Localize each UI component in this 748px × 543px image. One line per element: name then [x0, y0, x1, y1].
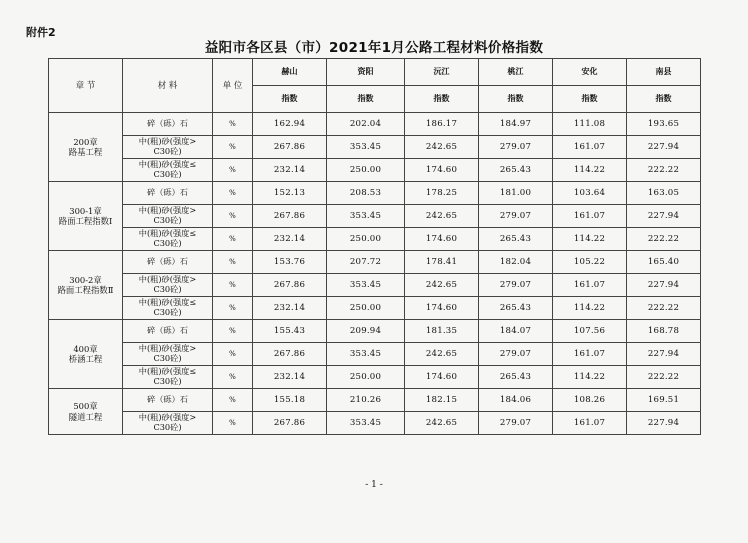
index-value-cell: 169.51 — [627, 389, 701, 412]
index-value-cell: 114.22 — [553, 297, 627, 320]
index-value-cell: 242.65 — [405, 343, 479, 366]
index-value-cell: 353.45 — [327, 205, 405, 228]
index-value-cell: 108.26 — [553, 389, 627, 412]
chapter-cell — [49, 389, 123, 435]
chapter-line: 路面工程指数Ⅱ — [57, 285, 114, 295]
index-value-cell: 279.07 — [479, 205, 553, 228]
index-value-cell: 267.86 — [253, 343, 327, 366]
chapter-line: 200章 — [73, 136, 98, 147]
index-value-cell: 184.97 — [479, 113, 553, 136]
index-value-cell: 250.00 — [327, 366, 405, 389]
index-value-cell: 267.86 — [253, 412, 327, 435]
index-value-cell: 210.26 — [327, 389, 405, 412]
material-cell — [123, 389, 213, 412]
index-value-cell: 242.65 — [405, 412, 479, 435]
table-row — [49, 297, 701, 320]
index-value-cell: 279.07 — [479, 412, 553, 435]
index-value-cell: 265.43 — [479, 366, 553, 389]
index-value-cell: 182.04 — [479, 251, 553, 274]
chapter-line: 500章 — [73, 401, 98, 412]
index-value-cell: 207.72 — [327, 251, 405, 274]
index-value-cell: 111.08 — [553, 113, 627, 136]
unit-cell: % — [213, 297, 253, 320]
table-row — [49, 228, 701, 251]
material-cell — [123, 251, 213, 274]
material-line: 碎（砾）石 — [147, 256, 188, 267]
table-row — [49, 136, 701, 159]
index-value-cell: 178.25 — [405, 182, 479, 205]
index-value-cell: 242.65 — [405, 136, 479, 159]
header-index: 指数 — [253, 86, 327, 113]
unit-cell: % — [213, 182, 253, 205]
index-value-cell: 152.13 — [253, 182, 327, 205]
index-value-cell: 227.94 — [627, 412, 701, 435]
material-line: C30砼) — [153, 353, 182, 363]
index-value-cell: 186.17 — [405, 113, 479, 136]
table-row — [49, 389, 701, 412]
unit-cell: % — [213, 136, 253, 159]
index-value-cell: 114.22 — [553, 366, 627, 389]
header-index: 指数 — [405, 86, 479, 113]
index-value-cell: 232.14 — [253, 228, 327, 251]
index-value-cell: 153.76 — [253, 251, 327, 274]
material-line: 中(粗)砂(强度> — [138, 412, 197, 423]
index-value-cell: 155.43 — [253, 320, 327, 343]
unit-cell: % — [213, 320, 253, 343]
material-cell — [123, 113, 213, 136]
material-line: 碎（砾）石 — [147, 187, 188, 198]
index-value-cell: 250.00 — [327, 297, 405, 320]
material-line: 碎（砾）石 — [147, 394, 188, 405]
material-line: 中(粗)砂(强度≤ — [138, 366, 197, 377]
index-value-cell: 174.60 — [405, 366, 479, 389]
index-value-cell: 161.07 — [553, 412, 627, 435]
table-row — [49, 159, 701, 182]
index-value-cell: 279.07 — [479, 274, 553, 297]
header-unit: 单 位 — [213, 59, 253, 113]
table-row — [49, 343, 701, 366]
material-line: C30砼) — [153, 376, 182, 386]
material-cell — [123, 343, 213, 366]
index-value-cell: 165.40 — [627, 251, 701, 274]
unit-cell: % — [213, 113, 253, 136]
index-value-cell: 267.86 — [253, 136, 327, 159]
unit-cell: % — [213, 159, 253, 182]
material-cell — [123, 274, 213, 297]
index-value-cell: 155.18 — [253, 389, 327, 412]
material-line: C30砼) — [153, 215, 182, 225]
chapter-line: 路面工程指数Ⅰ — [58, 216, 113, 226]
index-value-cell: 265.43 — [479, 159, 553, 182]
index-value-cell: 168.78 — [627, 320, 701, 343]
material-line: 中(粗)砂(强度≤ — [138, 228, 197, 239]
index-value-cell: 353.45 — [327, 343, 405, 366]
index-value-cell: 114.22 — [553, 228, 627, 251]
material-cell — [123, 412, 213, 435]
index-value-cell: 162.94 — [253, 113, 327, 136]
unit-cell: % — [213, 412, 253, 435]
index-value-cell: 184.06 — [479, 389, 553, 412]
index-value-cell: 182.15 — [405, 389, 479, 412]
header-region: 赫山 — [253, 59, 327, 86]
header-region: 安化 — [553, 59, 627, 86]
index-value-cell: 265.43 — [479, 228, 553, 251]
index-value-cell: 174.60 — [405, 228, 479, 251]
index-value-cell: 250.00 — [327, 159, 405, 182]
header-region: 南县 — [627, 59, 701, 86]
index-value-cell: 222.22 — [627, 159, 701, 182]
header-chapter: 章 节 — [49, 59, 123, 113]
unit-cell: % — [213, 366, 253, 389]
table-body — [49, 59, 701, 435]
index-value-cell: 353.45 — [327, 136, 405, 159]
material-cell — [123, 182, 213, 205]
index-value-cell: 227.94 — [627, 274, 701, 297]
index-value-cell: 222.22 — [627, 366, 701, 389]
chapter-line: 300-2章 — [69, 274, 102, 285]
index-value-cell: 242.65 — [405, 274, 479, 297]
index-value-cell: 279.07 — [479, 343, 553, 366]
material-cell — [123, 366, 213, 389]
index-value-cell: 353.45 — [327, 274, 405, 297]
table-row — [49, 274, 701, 297]
index-value-cell: 114.22 — [553, 159, 627, 182]
table-row — [49, 251, 701, 274]
material-cell — [123, 159, 213, 182]
index-value-cell: 232.14 — [253, 366, 327, 389]
index-value-cell: 267.86 — [253, 205, 327, 228]
material-cell — [123, 228, 213, 251]
header-material: 材 料 — [123, 59, 213, 113]
material-line: 中(粗)砂(强度≤ — [138, 297, 197, 308]
index-value-cell: 174.60 — [405, 159, 479, 182]
table-row — [49, 113, 701, 136]
material-line: 碎（砾）石 — [147, 325, 188, 336]
index-value-cell: 174.60 — [405, 297, 479, 320]
table-row — [49, 320, 701, 343]
chapter-cell — [49, 182, 123, 251]
material-line: 中(粗)砂(强度> — [138, 343, 197, 354]
index-value-cell: 267.86 — [253, 274, 327, 297]
header-index: 指数 — [553, 86, 627, 113]
table-row — [49, 205, 701, 228]
index-value-cell: 250.00 — [327, 228, 405, 251]
header-region: 桃江 — [479, 59, 553, 86]
index-value-cell: 232.14 — [253, 297, 327, 320]
attachment-label: 附件2 — [26, 26, 56, 39]
unit-cell: % — [213, 205, 253, 228]
header-row-regions — [49, 59, 701, 86]
chapter-line: 桥涵工程 — [68, 354, 103, 364]
index-value-cell: 181.35 — [405, 320, 479, 343]
chapter-line: 300-1章 — [69, 205, 102, 216]
index-value-cell: 222.22 — [627, 297, 701, 320]
index-value-cell: 163.05 — [627, 182, 701, 205]
chapter-cell — [49, 251, 123, 320]
table-row — [49, 182, 701, 205]
header-index: 指数 — [327, 86, 405, 113]
index-value-cell: 161.07 — [553, 274, 627, 297]
index-value-cell: 161.07 — [553, 205, 627, 228]
unit-cell: % — [213, 228, 253, 251]
header-region: 资阳 — [327, 59, 405, 86]
chapter-line: 隧道工程 — [68, 411, 103, 422]
index-value-cell: 184.07 — [479, 320, 553, 343]
table-row — [49, 412, 701, 435]
unit-cell: % — [213, 343, 253, 366]
index-value-cell: 105.22 — [553, 251, 627, 274]
index-value-cell: 161.07 — [553, 136, 627, 159]
page-title: 益阳市各区县（市）2021年1月公路工程材料价格指数 — [204, 40, 544, 56]
material-line: 碎（砾）石 — [147, 118, 188, 129]
header-index: 指数 — [627, 86, 701, 113]
index-value-cell: 181.00 — [479, 182, 553, 205]
table-row — [49, 366, 701, 389]
index-value-cell: 107.56 — [553, 320, 627, 343]
index-value-cell: 193.65 — [627, 113, 701, 136]
material-line: C30砼) — [153, 422, 182, 432]
index-value-cell: 227.94 — [627, 343, 701, 366]
material-line: C30砼) — [153, 284, 182, 294]
index-value-cell: 242.65 — [405, 205, 479, 228]
material-line: C30砼) — [153, 169, 182, 179]
material-line: 中(粗)砂(强度> — [138, 274, 197, 285]
unit-cell: % — [213, 274, 253, 297]
index-value-cell: 222.22 — [627, 228, 701, 251]
index-value-cell: 279.07 — [479, 136, 553, 159]
header-index: 指数 — [479, 86, 553, 113]
index-value-cell: 353.45 — [327, 412, 405, 435]
material-line: C30砼) — [153, 146, 182, 156]
index-value-cell: 202.04 — [327, 113, 405, 136]
index-value-cell: 232.14 — [253, 159, 327, 182]
unit-cell: % — [213, 251, 253, 274]
chapter-cell — [49, 113, 123, 182]
material-cell — [123, 136, 213, 159]
material-cell — [123, 205, 213, 228]
index-value-cell: 208.53 — [327, 182, 405, 205]
index-value-cell: 209.94 — [327, 320, 405, 343]
material-cell — [123, 320, 213, 343]
chapter-cell — [49, 320, 123, 389]
page-number: - 1 - — [365, 480, 383, 490]
price-index-table — [48, 58, 701, 435]
index-value-cell: 178.41 — [405, 251, 479, 274]
material-line: 中(粗)砂(强度> — [138, 205, 197, 216]
header-region: 沅江 — [405, 59, 479, 86]
index-value-cell: 103.64 — [553, 182, 627, 205]
chapter-line: 400章 — [73, 343, 98, 354]
material-cell — [123, 297, 213, 320]
index-value-cell: 161.07 — [553, 343, 627, 366]
index-value-cell: 265.43 — [479, 297, 553, 320]
material-line: 中(粗)砂(强度> — [138, 136, 197, 147]
material-line: C30砼) — [153, 307, 182, 317]
material-line: 中(粗)砂(强度≤ — [138, 159, 197, 170]
chapter-line: 路基工程 — [68, 147, 103, 157]
index-value-cell: 227.94 — [627, 205, 701, 228]
material-line: C30砼) — [153, 238, 182, 248]
index-value-cell: 227.94 — [627, 136, 701, 159]
unit-cell: % — [213, 389, 253, 412]
